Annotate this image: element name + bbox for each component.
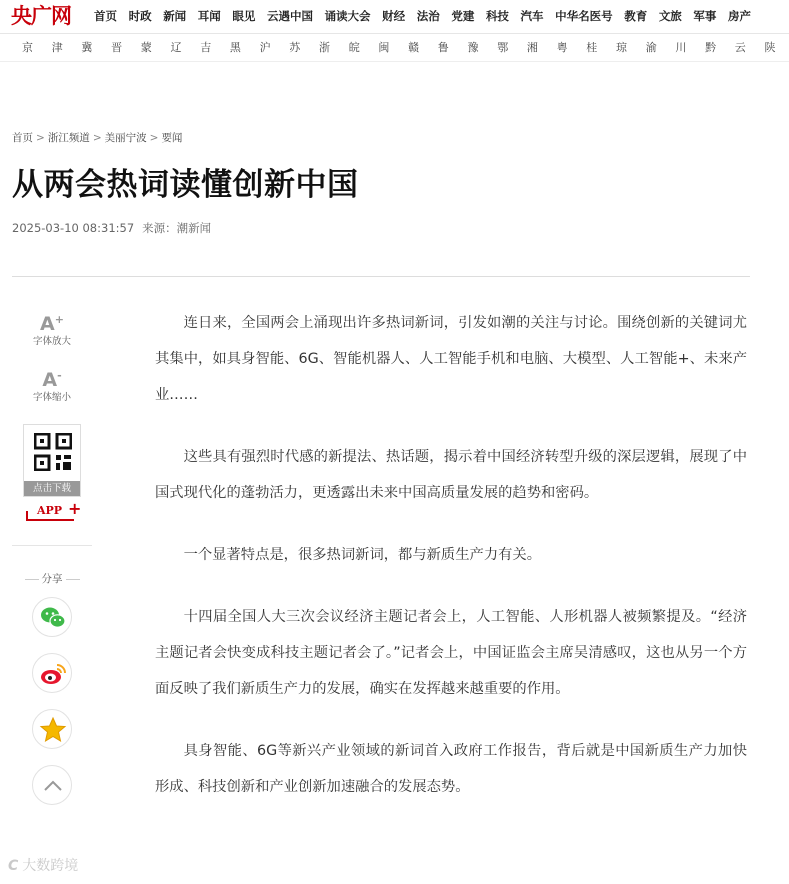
region-link[interactable]: 苏 — [289, 41, 301, 54]
region-link[interactable]: 陕 — [764, 41, 776, 54]
region-link[interactable]: 蒙 — [140, 41, 152, 54]
region-link[interactable]: 黔 — [705, 41, 717, 54]
font-increase-icon: A+ — [40, 313, 64, 335]
weibo-icon — [33, 654, 73, 694]
top-nav — [0, 0, 789, 33]
breadcrumb-separator: > — [92, 132, 102, 144]
article-source: 来源：潮新闻 — [142, 221, 212, 235]
breadcrumb-section[interactable]: 要闻 — [161, 132, 183, 144]
region-divider — [0, 61, 789, 62]
region-nav — [0, 40, 789, 60]
nav-link[interactable]: 眼见 — [232, 9, 256, 23]
watermark-logo-icon: C — [8, 858, 19, 874]
region-link[interactable]: 冀 — [81, 41, 93, 54]
nav-divider — [0, 33, 789, 34]
article-paragraph: 十四届全国人大三次会议经济主题记者会上，人工智能、人形机器人被频繁提及。“经济主题记者会快变成科技主题记者会了。”记者会上，中国证监会主席吴清感叹，这也从另一个方面反映了我们新质生产力的发展，确实在发挥越来越重要的作用。 — [155, 609, 747, 697]
nav-link[interactable]: 法治 — [416, 9, 440, 23]
nav-link[interactable]: 中华名医号 — [555, 9, 613, 23]
font-increase-label: 字体放大 — [32, 336, 71, 347]
region-link[interactable]: 湘 — [526, 41, 538, 54]
font-increase-button[interactable] — [22, 309, 82, 349]
share-heading: 分享 — [18, 572, 86, 586]
app-download-qr[interactable] — [23, 424, 81, 497]
main-nav-links — [94, 9, 763, 24]
qr-code-icon — [34, 433, 72, 471]
breadcrumb-separator: > — [36, 132, 45, 144]
article-title: 从两会热词读懂创新中国 — [12, 167, 359, 203]
article-paragraph: 一个显著特点是，很多热词新词，都与新质生产力有关。 — [183, 547, 542, 563]
nav-link[interactable]: 云遇中国 — [266, 9, 313, 23]
nav-link[interactable]: 教育 — [624, 9, 648, 23]
region-link[interactable]: 粤 — [556, 41, 568, 54]
region-link[interactable]: 晋 — [111, 41, 123, 54]
region-link[interactable]: 鄂 — [497, 41, 509, 54]
nav-link[interactable]: 军事 — [693, 9, 717, 23]
nav-link[interactable]: 时政 — [128, 9, 152, 23]
region-link[interactable]: 云 — [734, 41, 746, 54]
article-body — [155, 305, 747, 831]
nav-link[interactable]: 新闻 — [163, 9, 187, 23]
region-link[interactable]: 豫 — [467, 41, 479, 54]
wechat-icon — [33, 598, 73, 638]
article-paragraph: 这些具有强烈时代感的新提法、热话题，揭示着中国经济转型升级的深层逻辑，展现了中国式现代化的蓬勃活力，更透露出未来中国高质量发展的趋势和密码。 — [155, 449, 747, 501]
region-link[interactable]: 津 — [51, 41, 63, 54]
region-link[interactable]: 京 — [22, 41, 33, 54]
app-badge[interactable] — [26, 499, 82, 523]
title-divider — [12, 276, 750, 277]
region-link[interactable]: 皖 — [348, 41, 360, 54]
region-link[interactable]: 赣 — [408, 41, 420, 54]
font-decrease-label: 字体缩小 — [32, 392, 71, 403]
site-logo[interactable]: 央广网 — [11, 3, 71, 28]
breadcrumb-subchannel[interactable]: 美丽宁波 — [104, 132, 147, 144]
nav-link[interactable]: 财经 — [382, 9, 406, 23]
nav-link[interactable]: 诵读大会 — [324, 9, 371, 23]
article-meta — [12, 220, 211, 236]
toolbar-divider — [12, 545, 92, 546]
share-wechat-button[interactable] — [32, 597, 72, 637]
nav-link[interactable]: 首页 — [94, 9, 117, 23]
region-link[interactable]: 渝 — [645, 41, 657, 54]
nav-link[interactable]: 科技 — [485, 9, 509, 23]
font-decrease-icon: A- — [42, 369, 62, 391]
nav-link[interactable]: 汽车 — [520, 9, 544, 23]
article-paragraph: 具身智能、6G等新兴产业领域的新词首入政府工作报告，背后就是中国新质生产力加快形成、科技创新和产业创新加速融合的发展态势。 — [155, 743, 747, 795]
nav-link[interactable]: 党建 — [451, 9, 475, 23]
region-link[interactable]: 桂 — [586, 41, 598, 54]
back-to-top-button[interactable] — [32, 765, 72, 805]
region-link[interactable]: 闽 — [378, 41, 390, 54]
qzone-star-icon — [33, 710, 73, 750]
region-link[interactable]: 川 — [675, 41, 687, 54]
region-link[interactable]: 琼 — [616, 41, 627, 54]
chevron-up-icon — [33, 766, 73, 806]
region-link[interactable]: 浙 — [319, 41, 330, 54]
region-link[interactable]: 辽 — [170, 41, 182, 54]
app-badge-label: APP — [37, 504, 63, 517]
app-badge-plus: + — [68, 499, 82, 518]
watermark — [8, 856, 78, 876]
font-decrease-button[interactable] — [22, 365, 82, 405]
nav-link[interactable]: 耳闻 — [197, 9, 221, 23]
region-link[interactable]: 鲁 — [437, 41, 449, 54]
breadcrumb-home[interactable]: 首页 — [12, 132, 33, 144]
share-weibo-button[interactable] — [32, 653, 72, 693]
breadcrumb — [12, 131, 182, 145]
breadcrumb-separator: > — [149, 132, 159, 144]
article-paragraph: 连日来，全国两会上涌现出许多热词新词，引发如潮的关注与讨论。围绕创新的关键词尤其集中，如具身智能、6G、智能机器人、人工智能手机和电脑、大模型、人工智能+、未来产业…… — [155, 315, 747, 403]
qr-download-label: 点击下载 — [24, 481, 80, 496]
nav-link[interactable]: 房产 — [728, 9, 751, 23]
watermark-text: 大数跨境 — [22, 858, 79, 874]
region-link[interactable]: 吉 — [200, 41, 212, 54]
breadcrumb-channel[interactable]: 浙江频道 — [47, 132, 90, 144]
publish-datetime: 2025-03-10 08:31:57 — [12, 221, 135, 235]
nav-link[interactable]: 文旅 — [658, 9, 682, 23]
region-link[interactable]: 黑 — [229, 41, 241, 54]
region-link[interactable]: 沪 — [259, 41, 271, 54]
share-qzone-button[interactable] — [32, 709, 72, 749]
